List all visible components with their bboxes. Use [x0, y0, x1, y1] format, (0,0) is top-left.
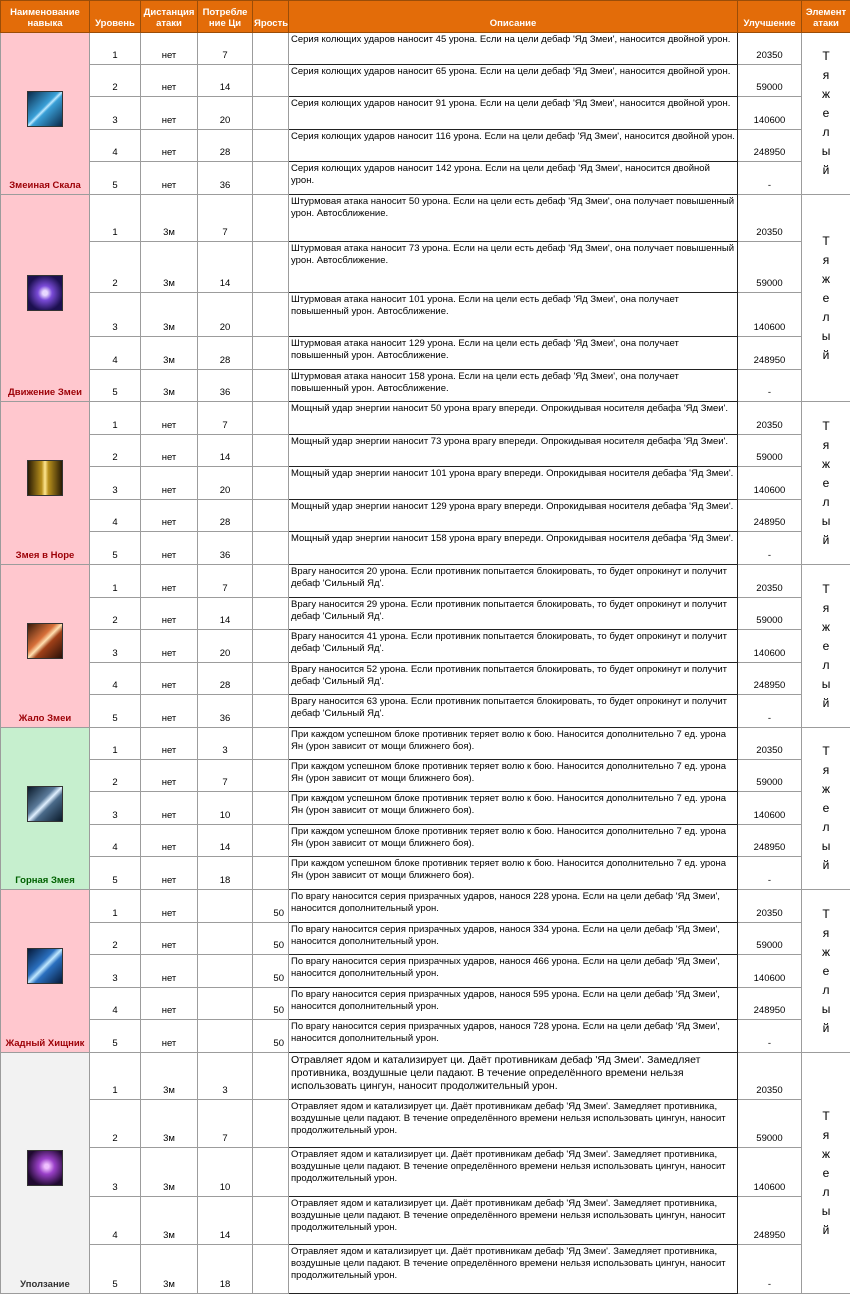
header-description: Описание: [289, 1, 738, 33]
slither-away-icon: [27, 1150, 63, 1186]
upgrade-cell: 140600: [738, 97, 802, 130]
table-row: [1, 630, 850, 663]
rage-cell: [253, 857, 289, 890]
upgrade-cell: 140600: [738, 293, 802, 337]
description-cell: Мощный удар энергии наносит 158 урона врагу впереди. Опрокидывая носителя дебафа 'Яд Змеи'.: [289, 532, 738, 565]
qi-cell: [198, 1020, 253, 1053]
header-level: Уровень: [90, 1, 141, 33]
qi-cell: 20: [198, 97, 253, 130]
qi-cell: [198, 987, 253, 1020]
table-row: [1, 293, 850, 337]
table-row: [1, 955, 850, 988]
description-cell: Серия колющих ударов наносит 45 урона. Если на цели дебаф 'Яд Змеи', наносится двойной урон.: [289, 33, 738, 65]
description-cell: Отравляет ядом и катализирует ци. Даёт противникам дебаф 'Яд Змеи'. Замедляет противника, воздушные цели падают. В течение определённого времени нельзя использовать цингун, наносит продолжительный урон.: [289, 1196, 738, 1245]
upgrade-cell: 59000: [738, 241, 802, 293]
table-row: [1, 1148, 850, 1197]
upgrade-cell: 140600: [738, 630, 802, 663]
upgrade-cell: 59000: [738, 597, 802, 630]
description-cell: Серия колющих ударов наносит 142 урона. Если на цели дебаф 'Яд Змеи', наносится двойной урон.: [289, 162, 738, 195]
distance-cell: нет: [141, 64, 198, 97]
level-cell: 3: [90, 792, 141, 825]
qi-cell: 20: [198, 293, 253, 337]
description-cell: Серия колющих ударов наносит 91 урона. Если на цели дебаф 'Яд Змеи', наносится двойной урон.: [289, 97, 738, 130]
upgrade-cell: 59000: [738, 922, 802, 955]
upgrade-cell: -: [738, 532, 802, 565]
distance-cell: нет: [141, 532, 198, 565]
distance-cell: нет: [141, 33, 198, 65]
element-cell: [802, 1053, 850, 1294]
level-cell: 4: [90, 1196, 141, 1245]
description-cell: По врагу наносится серия призрачных ударов, нанося 228 урона. Если на цели дебаф 'Яд Змеи', наносится дополнительный урон.: [289, 890, 738, 923]
level-cell: 5: [90, 369, 141, 401]
distance-cell: 3м: [141, 1099, 198, 1148]
skill-name: Жадный Хищник: [2, 1038, 88, 1050]
upgrade-cell: 248950: [738, 662, 802, 695]
element-cell: [802, 728, 850, 890]
level-cell: 3: [90, 630, 141, 663]
level-cell: 3: [90, 97, 141, 130]
upgrade-cell: 248950: [738, 1196, 802, 1245]
qi-cell: [198, 890, 253, 923]
level-cell: 2: [90, 1099, 141, 1148]
header-qi: Потребле ние Ци: [198, 1, 253, 33]
upgrade-cell: 140600: [738, 955, 802, 988]
description-cell: Штурмовая атака наносит 50 урона. Если на цели есть дебаф 'Яд Змеи', она получает повышенный урон. Автосближение.: [289, 195, 738, 242]
upgrade-cell: 248950: [738, 129, 802, 162]
upgrade-cell: 20350: [738, 402, 802, 435]
rage-cell: [253, 824, 289, 857]
skill-name: Жало Змеи: [2, 713, 88, 725]
level-cell: 4: [90, 987, 141, 1020]
description-cell: При каждом успешном блоке противник теряет волю к бою. Наносится дополнительно 7 ед. урона Ян (урон зависит от мощи ближнего боя).: [289, 792, 738, 825]
distance-cell: нет: [141, 824, 198, 857]
distance-cell: нет: [141, 402, 198, 435]
qi-cell: 36: [198, 695, 253, 728]
serpent-motion-icon: [27, 275, 63, 311]
level-cell: 4: [90, 129, 141, 162]
description-cell: Отравляет ядом и катализирует ци. Даёт противникам дебаф 'Яд Змеи'. Замедляет противника, воздушные цели падают. В течение определённого времени нельзя использовать цингун, наносит продолжительный урон.: [289, 1148, 738, 1197]
skill-name: Уползание: [2, 1279, 88, 1291]
description-cell: Врагу наносится 41 урона. Если противник попытается блокировать, то будет опрокинут и получит дебаф 'Сильный Яд'.: [289, 630, 738, 663]
table-row: [1, 857, 850, 890]
upgrade-cell: 140600: [738, 1148, 802, 1197]
rage-cell: 50: [253, 987, 289, 1020]
rage-cell: [253, 402, 289, 435]
element-cell: [802, 890, 850, 1053]
element-label: Тяжелый: [820, 742, 832, 875]
distance-cell: нет: [141, 1020, 198, 1053]
element-cell: [802, 33, 850, 195]
element-label: Тяжелый: [820, 47, 832, 180]
level-cell: 2: [90, 759, 141, 792]
upgrade-cell: 59000: [738, 1099, 802, 1148]
upgrade-cell: -: [738, 1245, 802, 1294]
header-rage: Ярость: [253, 1, 289, 33]
distance-cell: нет: [141, 434, 198, 467]
qi-cell: 3: [198, 1053, 253, 1100]
level-cell: 5: [90, 532, 141, 565]
qi-cell: 18: [198, 1245, 253, 1294]
description-cell: Отравляет ядом и катализирует ци. Даёт противникам дебаф 'Яд Змеи'. Замедляет противника, воздушные цели падают. В течение определённого времени нельзя использовать цингун, наносит продолжительный урон.: [289, 1053, 738, 1100]
description-cell: Штурмовая атака наносит 158 урона. Если на цели есть дебаф 'Яд Змеи', она получает повышенный урон. Автосближение.: [289, 369, 738, 401]
rage-cell: 50: [253, 922, 289, 955]
qi-cell: 10: [198, 1148, 253, 1197]
distance-cell: нет: [141, 695, 198, 728]
table-row: [1, 824, 850, 857]
table-row: [1, 1020, 850, 1053]
table-row: [1, 434, 850, 467]
distance-cell: нет: [141, 890, 198, 923]
distance-cell: нет: [141, 129, 198, 162]
rage-cell: [253, 467, 289, 500]
qi-cell: [198, 955, 253, 988]
level-cell: 2: [90, 64, 141, 97]
upgrade-cell: 248950: [738, 987, 802, 1020]
rage-cell: [253, 532, 289, 565]
table-row: [1, 1245, 850, 1294]
upgrade-cell: 20350: [738, 728, 802, 760]
header-name: Наименование навыка: [1, 1, 90, 33]
skill-cell: [1, 565, 90, 728]
level-cell: 1: [90, 195, 141, 242]
distance-cell: 3м: [141, 337, 198, 369]
qi-cell: [198, 922, 253, 955]
qi-cell: 14: [198, 1196, 253, 1245]
upgrade-cell: 140600: [738, 467, 802, 500]
distance-cell: 3м: [141, 1148, 198, 1197]
distance-cell: нет: [141, 97, 198, 130]
distance-cell: нет: [141, 162, 198, 195]
upgrade-cell: 20350: [738, 195, 802, 242]
level-cell: 5: [90, 695, 141, 728]
header-distance: Дистанция атаки: [141, 1, 198, 33]
qi-cell: 7: [198, 33, 253, 65]
serpent-burrow-icon: [27, 460, 63, 496]
table-row: [1, 369, 850, 401]
description-cell: При каждом успешном блоке противник теряет волю к бою. Наносится дополнительно 7 ед. урона Ян (урон зависит от мощи ближнего боя).: [289, 759, 738, 792]
description-cell: По врагу наносится серия призрачных ударов, нанося 595 урона. Если на цели дебаф 'Яд Змеи', наносится дополнительный урон.: [289, 987, 738, 1020]
description-cell: Штурмовая атака наносит 101 урона. Если на цели есть дебаф 'Яд Змеи', она получает повышенный урон. Автосближение.: [289, 293, 738, 337]
table-row: [1, 241, 850, 293]
qi-cell: 18: [198, 857, 253, 890]
description-cell: При каждом успешном блоке противник теряет волю к бою. Наносится дополнительно 7 ед. урона Ян (урон зависит от мощи ближнего боя).: [289, 728, 738, 760]
qi-cell: 14: [198, 824, 253, 857]
level-cell: 1: [90, 565, 141, 598]
distance-cell: нет: [141, 955, 198, 988]
rage-cell: 50: [253, 890, 289, 923]
distance-cell: нет: [141, 857, 198, 890]
rage-cell: [253, 369, 289, 401]
table-row: [1, 64, 850, 97]
skill-cell: [1, 1053, 90, 1294]
upgrade-cell: 20350: [738, 33, 802, 65]
rage-cell: [253, 1099, 289, 1148]
level-cell: 4: [90, 499, 141, 532]
qi-cell: 20: [198, 467, 253, 500]
header-upgrade: Улучшение: [738, 1, 802, 33]
table-row: [1, 33, 850, 65]
upgrade-cell: 20350: [738, 890, 802, 923]
skill-name: Движение Змеи: [2, 387, 88, 399]
rage-cell: [253, 1196, 289, 1245]
description-cell: Отравляет ядом и катализирует ци. Даёт противникам дебаф 'Яд Змеи'. Замедляет противника, воздушные цели падают. В течение определённого времени нельзя использовать цингун, наносит продолжительный урон.: [289, 1245, 738, 1294]
upgrade-cell: -: [738, 857, 802, 890]
description-cell: Мощный удар энергии наносит 101 урона врагу впереди. Опрокидывая носителя дебафа 'Яд Змеи'.: [289, 467, 738, 500]
upgrade-cell: -: [738, 369, 802, 401]
qi-cell: 28: [198, 662, 253, 695]
level-cell: 2: [90, 241, 141, 293]
description-cell: По врагу наносится серия призрачных ударов, нанося 466 урона. Если на цели дебаф 'Яд Змеи', наносится дополнительный урон.: [289, 955, 738, 988]
rage-cell: [253, 434, 289, 467]
distance-cell: 3м: [141, 369, 198, 401]
distance-cell: нет: [141, 759, 198, 792]
rage-cell: [253, 337, 289, 369]
level-cell: 3: [90, 1148, 141, 1197]
table-row: [1, 162, 850, 195]
rage-cell: [253, 293, 289, 337]
level-cell: 1: [90, 1053, 141, 1100]
rage-cell: [253, 64, 289, 97]
table-row: [1, 1196, 850, 1245]
qi-cell: 14: [198, 597, 253, 630]
element-cell: [802, 402, 850, 565]
rage-cell: [253, 162, 289, 195]
serpent-sting-icon: [27, 623, 63, 659]
distance-cell: нет: [141, 987, 198, 1020]
qi-cell: 14: [198, 241, 253, 293]
qi-cell: 3: [198, 728, 253, 760]
level-cell: 3: [90, 955, 141, 988]
table-row: [1, 467, 850, 500]
level-cell: 4: [90, 337, 141, 369]
distance-cell: 3м: [141, 1196, 198, 1245]
qi-cell: 14: [198, 64, 253, 97]
skill-cell: [1, 33, 90, 195]
level-cell: 5: [90, 1245, 141, 1294]
distance-cell: 3м: [141, 293, 198, 337]
distance-cell: 3м: [141, 1053, 198, 1100]
serpent-rock-icon: [27, 91, 63, 127]
qi-cell: 10: [198, 792, 253, 825]
element-label: Тяжелый: [820, 905, 832, 1038]
upgrade-cell: 248950: [738, 337, 802, 369]
distance-cell: нет: [141, 499, 198, 532]
table-row: [1, 129, 850, 162]
qi-cell: 28: [198, 129, 253, 162]
element-label: Тяжелый: [820, 232, 832, 365]
rage-cell: [253, 662, 289, 695]
description-cell: Врагу наносится 29 урона. Если противник попытается блокировать, то будет опрокинут и получит дебаф 'Сильный Яд'.: [289, 597, 738, 630]
table-row: [1, 759, 850, 792]
table-row: [1, 532, 850, 565]
mountain-serpent-icon: [27, 786, 63, 822]
table-body: [1, 33, 850, 1294]
upgrade-cell: -: [738, 162, 802, 195]
description-cell: Отравляет ядом и катализирует ци. Даёт противникам дебаф 'Яд Змеи'. Замедляет противника, воздушные цели падают. В течение определённого времени нельзя использовать цингун, наносит продолжительный урон.: [289, 1099, 738, 1148]
element-cell: [802, 195, 850, 402]
qi-cell: 36: [198, 369, 253, 401]
header-element: Элемент атаки: [802, 1, 850, 33]
rage-cell: [253, 597, 289, 630]
table-row: [1, 728, 850, 760]
table-row: [1, 890, 850, 923]
table-row: [1, 1053, 850, 1100]
description-cell: Мощный удар энергии наносит 73 урона врагу впереди. Опрокидывая носителя дебафа 'Яд Змеи'.: [289, 434, 738, 467]
description-cell: Врагу наносится 63 урона. Если противник попытается блокировать, то будет опрокинут и получит дебаф 'Сильный Яд'.: [289, 695, 738, 728]
skill-cell: [1, 402, 90, 565]
rage-cell: [253, 195, 289, 242]
level-cell: 1: [90, 728, 141, 760]
distance-cell: нет: [141, 728, 198, 760]
rage-cell: 50: [253, 1020, 289, 1053]
qi-cell: 28: [198, 337, 253, 369]
skill-name: Змеиная Скала: [2, 180, 88, 192]
upgrade-cell: 59000: [738, 434, 802, 467]
description-cell: Врагу наносится 52 урона. Если противник попытается блокировать, то будет опрокинут и получит дебаф 'Сильный Яд'.: [289, 662, 738, 695]
table-row: [1, 499, 850, 532]
level-cell: 5: [90, 162, 141, 195]
level-cell: 5: [90, 1020, 141, 1053]
table-row: [1, 695, 850, 728]
qi-cell: 7: [198, 195, 253, 242]
qi-cell: 14: [198, 434, 253, 467]
level-cell: 1: [90, 33, 141, 65]
upgrade-cell: 20350: [738, 565, 802, 598]
table-row: [1, 195, 850, 242]
level-cell: 3: [90, 293, 141, 337]
distance-cell: нет: [141, 467, 198, 500]
description-cell: При каждом успешном блоке противник теряет волю к бою. Наносится дополнительно 7 ед. урона Ян (урон зависит от мощи ближнего боя).: [289, 857, 738, 890]
qi-cell: 36: [198, 532, 253, 565]
description-cell: При каждом успешном блоке противник теряет волю к бою. Наносится дополнительно 7 ед. урона Ян (урон зависит от мощи ближнего боя).: [289, 824, 738, 857]
element-cell: [802, 565, 850, 728]
level-cell: 4: [90, 662, 141, 695]
level-cell: 2: [90, 434, 141, 467]
level-cell: 1: [90, 402, 141, 435]
rage-cell: [253, 241, 289, 293]
qi-cell: 28: [198, 499, 253, 532]
level-cell: 2: [90, 597, 141, 630]
distance-cell: нет: [141, 922, 198, 955]
upgrade-cell: 20350: [738, 1053, 802, 1100]
upgrade-cell: -: [738, 695, 802, 728]
qi-cell: 7: [198, 565, 253, 598]
rage-cell: [253, 33, 289, 65]
rage-cell: [253, 499, 289, 532]
distance-cell: нет: [141, 662, 198, 695]
distance-cell: нет: [141, 792, 198, 825]
upgrade-cell: 248950: [738, 499, 802, 532]
upgrade-cell: 59000: [738, 64, 802, 97]
rage-cell: [253, 792, 289, 825]
header-row: [1, 1, 850, 33]
table-row: [1, 337, 850, 369]
upgrade-cell: 140600: [738, 792, 802, 825]
rage-cell: [253, 695, 289, 728]
level-cell: 4: [90, 824, 141, 857]
table-row: [1, 565, 850, 598]
table-row: [1, 987, 850, 1020]
skill-name: Горная Змея: [2, 875, 88, 887]
qi-cell: 20: [198, 630, 253, 663]
distance-cell: нет: [141, 597, 198, 630]
distance-cell: 3м: [141, 241, 198, 293]
element-label: Тяжелый: [820, 417, 832, 550]
table-row: [1, 1099, 850, 1148]
rage-cell: [253, 565, 289, 598]
rage-cell: [253, 630, 289, 663]
element-label: Тяжелый: [820, 1107, 832, 1240]
table-row: [1, 922, 850, 955]
description-cell: По врагу наносится серия призрачных ударов, нанося 728 урона. Если на цели дебаф 'Яд Змеи', наносится дополнительный урон.: [289, 1020, 738, 1053]
description-cell: Серия колющих ударов наносит 65 урона. Если на цели дебаф 'Яд Змеи', наносится двойной урон.: [289, 64, 738, 97]
skill-name: Змея в Норе: [2, 550, 88, 562]
skill-cell: [1, 195, 90, 402]
description-cell: Врагу наносится 20 урона. Если противник попытается блокировать, то будет опрокинут и получит дебаф 'Сильный Яд'.: [289, 565, 738, 598]
rage-cell: [253, 759, 289, 792]
table-row: [1, 402, 850, 435]
upgrade-cell: -: [738, 1020, 802, 1053]
rage-cell: [253, 1148, 289, 1197]
level-cell: 5: [90, 857, 141, 890]
table-row: [1, 792, 850, 825]
skill-cell: [1, 728, 90, 890]
distance-cell: нет: [141, 565, 198, 598]
qi-cell: 7: [198, 1099, 253, 1148]
table-row: [1, 597, 850, 630]
element-label: Тяжелый: [820, 580, 832, 713]
qi-cell: 7: [198, 402, 253, 435]
distance-cell: 3м: [141, 1245, 198, 1294]
skill-cell: [1, 890, 90, 1053]
qi-cell: 36: [198, 162, 253, 195]
description-cell: Штурмовая атака наносит 129 урона. Если на цели есть дебаф 'Яд Змеи', она получает повышенный урон. Автосближение.: [289, 337, 738, 369]
description-cell: Серия колющих ударов наносит 116 урона. Если на цели дебаф 'Яд Змеи', наносится двойной урон.: [289, 129, 738, 162]
distance-cell: 3м: [141, 195, 198, 242]
level-cell: 2: [90, 922, 141, 955]
distance-cell: нет: [141, 630, 198, 663]
table-row: [1, 97, 850, 130]
description-cell: Штурмовая атака наносит 73 урона. Если на цели есть дебаф 'Яд Змеи', она получает повышенный урон. Автосближение.: [289, 241, 738, 293]
level-cell: 3: [90, 467, 141, 500]
rage-cell: [253, 97, 289, 130]
description-cell: Мощный удар энергии наносит 129 урона врагу впереди. Опрокидывая носителя дебафа 'Яд Змеи'.: [289, 499, 738, 532]
upgrade-cell: 248950: [738, 824, 802, 857]
table-row: [1, 662, 850, 695]
upgrade-cell: 59000: [738, 759, 802, 792]
description-cell: Мощный удар энергии наносит 50 урона врагу впереди. Опрокидывая носителя дебафа 'Яд Змеи'.: [289, 402, 738, 435]
rage-cell: [253, 1053, 289, 1100]
description-cell: По врагу наносится серия призрачных ударов, нанося 334 урона. Если на цели дебаф 'Яд Змеи', наносится дополнительный урон.: [289, 922, 738, 955]
level-cell: 1: [90, 890, 141, 923]
rage-cell: [253, 1245, 289, 1294]
greedy-predator-icon: [27, 948, 63, 984]
rage-cell: [253, 129, 289, 162]
qi-cell: 7: [198, 759, 253, 792]
rage-cell: [253, 728, 289, 760]
rage-cell: 50: [253, 955, 289, 988]
